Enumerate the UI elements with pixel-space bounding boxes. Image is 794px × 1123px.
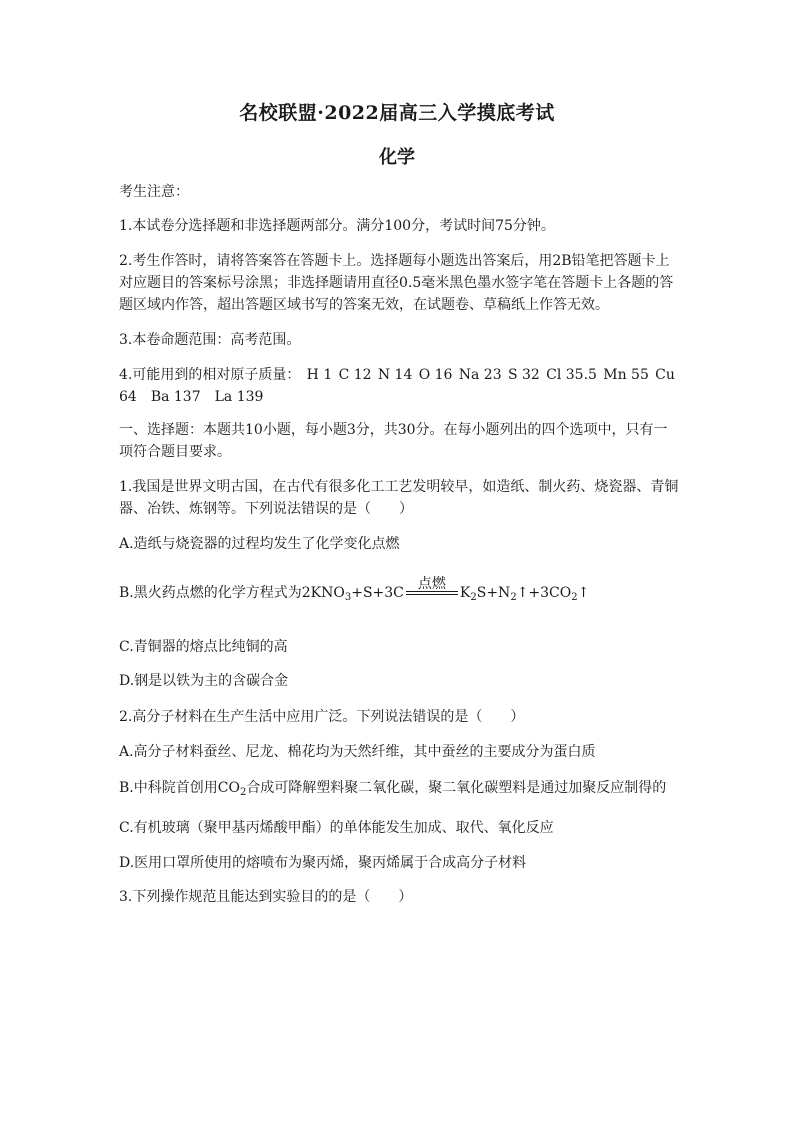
- notice-1: 1.本试卷分选择题和非选择题两部分。满分100分，考试时间75分钟。: [119, 218, 555, 234]
- notice-2-line2: 对应题目的答案标号涂黑；非选择题请用直径0.5毫米黑色墨水签字笔在答题卡上各题的答: [119, 275, 674, 291]
- q1-option-d: D.钢是以铁为主的含碳合金: [119, 673, 289, 689]
- notice-2-line3: 题区域内作答，超出答题区域书写的答案无效，在试题卷、草稿纸上作答无效。: [119, 297, 609, 313]
- subscript: 2: [470, 592, 477, 603]
- subscript: 2: [510, 592, 517, 603]
- equation-product: S+N: [476, 585, 511, 601]
- q2-b-post: 合成可降解塑料聚二氧化碳，聚二氧化碳塑料是通过加聚反应制得的: [246, 780, 667, 796]
- q2-option-c: C.有机玻璃（聚甲基丙烯酸甲酯）的单体能发生加成、取代、氧化反应: [119, 820, 554, 836]
- equation-lhs-rest: +S+3C: [351, 585, 404, 601]
- subject-title: 化学: [379, 147, 415, 168]
- equation-product: K: [459, 585, 471, 601]
- q1-stem-line1: 1.我国是世界文明古国，在古代有很多化工工艺发明较早，如造纸、制火药、烧瓷器、青铜: [119, 479, 679, 495]
- notice-3: 3.本卷命题范围：高考范围。: [119, 332, 301, 348]
- q2-option-d: D.医用口罩所使用的熔喷布为聚丙烯，聚丙烯属于合成高分子材料: [119, 855, 527, 871]
- section-instructions-line1: 一、选择题：本题共10小题，每小题3分，共30分。在每小题列出的四个选项中，只有一: [119, 422, 668, 438]
- atomic-mass-item: C 12: [338, 367, 372, 383]
- atomic-mass-item: Cl 35.5: [546, 367, 597, 383]
- q3-stem: 3.下列操作规范且能达到实验目的的是（ ）: [119, 889, 413, 905]
- q1-option-a: A.造纸与烧瓷器的过程均发生了化学变化点燃: [119, 536, 400, 552]
- section-instructions-line2: 项符合题目要求。: [119, 444, 231, 460]
- q2-stem: 2.高分子材料在生产生活中应用广泛。下列说法错误的是（ ）: [119, 709, 525, 725]
- equation-lhs: 2KNO: [301, 585, 345, 601]
- atomic-mass-item: Na 23: [458, 367, 502, 383]
- exam-title: 名校联盟·2022届高三入学摸底考试: [239, 102, 555, 124]
- equation-product: ↑+3CO: [516, 585, 572, 601]
- atomic-mass-label: 4.可能用到的相对原子质量：: [119, 367, 301, 383]
- notice-2-line1: 2.考生作答时，请将答案答在答题卡上。选择题每小题选出答案后，用2B铅笔把答题卡上: [119, 253, 670, 269]
- atomic-mass-item: Cu: [655, 367, 675, 383]
- atomic-mass-item: O 16: [418, 367, 453, 383]
- atomic-mass-item: H 1: [306, 367, 333, 383]
- subscript: 3: [344, 592, 352, 603]
- q1-option-b: [119, 576, 679, 604]
- atomic-mass-line1: [119, 364, 675, 386]
- equals-bar-bottom: [406, 594, 458, 595]
- q2-b-pre: B.中科院首创用CO: [119, 780, 240, 796]
- subscript: 2: [571, 592, 578, 603]
- gas-arrow: ↑: [577, 585, 590, 601]
- atomic-mass-item: Mn 55: [603, 367, 649, 383]
- subscript: 2: [239, 787, 247, 798]
- atomic-mass-item: N 14: [377, 367, 413, 383]
- q1-b-prefix: B.黑火药点燃的化学方程式为: [119, 585, 302, 601]
- atomic-mass-item: S 32: [507, 367, 540, 383]
- reaction-arrow: [406, 577, 458, 595]
- notice-heading: 考生注意：: [119, 184, 189, 200]
- reaction-condition: 点燃: [417, 576, 446, 592]
- q1-stem-line2: 器、冶铁、炼钢等。下列说法错误的是（ ）: [119, 501, 413, 517]
- q2-option-b: [119, 777, 679, 799]
- q1-option-c: C.青铜器的熔点比纯铜的高: [119, 639, 288, 655]
- q2-option-a: A.高分子材料蚕丝、尼龙、棉花均为天然纤维，其中蚕丝的主要成分为蛋白质: [119, 744, 596, 760]
- atomic-mass-line2: 64 Ba 137 La 139: [119, 389, 264, 405]
